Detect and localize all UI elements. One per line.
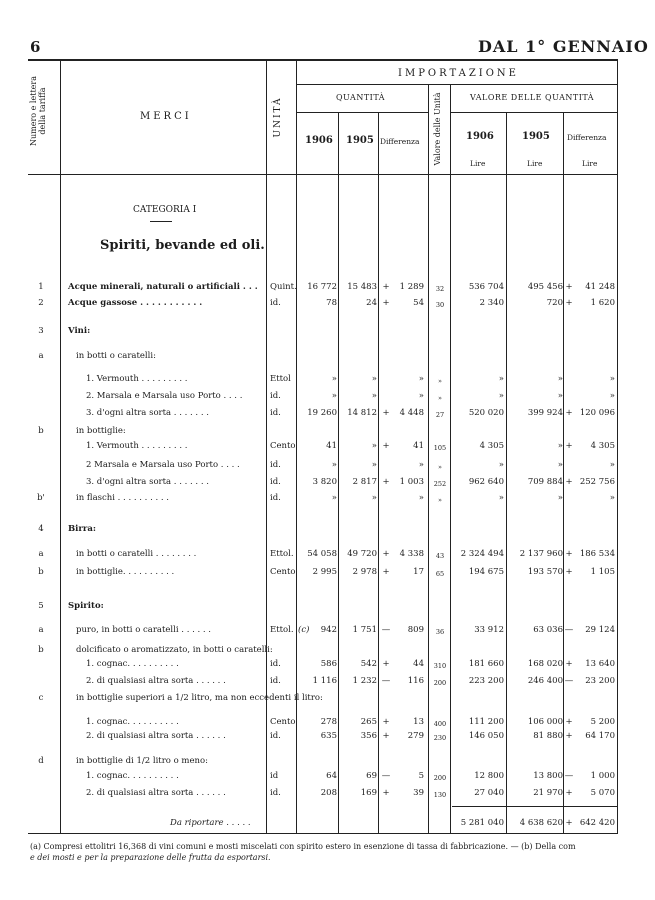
header-valore-unita: Valore delle Unità	[433, 92, 442, 166]
cell-merci: Spirito:	[68, 601, 104, 611]
cell-vsign: —	[564, 771, 574, 781]
cell-v05: »	[557, 391, 563, 401]
header-q-1906: 1906	[305, 135, 333, 146]
table-row	[0, 441, 655, 455]
cell-unit: Cento	[270, 717, 296, 727]
cell-merci: Acque gassose . . . . . . . . . . .	[68, 298, 203, 308]
cell-unit: Cento	[270, 567, 296, 577]
cell-q05: 2 978	[352, 567, 377, 577]
cell-v05: 495 456	[527, 282, 563, 292]
cell-diff: 279	[407, 731, 424, 741]
cell-code: a	[38, 351, 44, 361]
cell-sign: +	[382, 567, 390, 577]
carry-rule	[452, 806, 617, 807]
cell-ut: 32	[435, 285, 445, 293]
cell-vdiff: 41 248	[585, 282, 615, 292]
cell-vdiff: 1 105	[590, 567, 615, 577]
cell-unit: Ettol	[270, 374, 291, 384]
cell-v06: 111 200	[468, 717, 504, 727]
cell-vsign: +	[565, 441, 573, 451]
cell-q06: 3 820	[312, 477, 337, 487]
cell-q05: 49 720	[347, 549, 377, 559]
cell-merci: 2. di qualsiasi altra sorta . . . . . .	[86, 731, 226, 741]
cell-sign: +	[382, 788, 390, 798]
cell-v06: »	[498, 374, 504, 384]
cell-ut: »	[438, 496, 442, 504]
cell-v05: »	[557, 460, 563, 470]
table-row	[0, 659, 655, 673]
cell-vdiff: 252 756	[579, 477, 615, 487]
cell-unit: Quint.	[270, 282, 297, 292]
cell-q05: 69	[366, 771, 377, 781]
cell-v06: »	[498, 493, 504, 503]
cell-vsign: +	[565, 731, 573, 741]
cell-v05: 13 800	[533, 771, 563, 781]
cell-unit: id.	[270, 659, 281, 669]
cell-vsign: +	[565, 549, 573, 559]
cell-sign: +	[382, 659, 390, 669]
cell-merci: 1. Vermouth . . . . . . . . .	[86, 441, 188, 451]
table-row	[0, 524, 655, 538]
cell-ut: 230	[433, 734, 447, 742]
cell-v05: »	[557, 493, 563, 503]
cell-unit: id	[270, 771, 279, 781]
cell-q06: 54 058	[307, 549, 337, 559]
cell-code: 5	[38, 601, 44, 611]
cell-q05: 2 817	[352, 477, 377, 487]
cell-diff: 5	[418, 771, 424, 781]
table-row	[0, 493, 655, 507]
cell-ut: 65	[435, 570, 445, 578]
cell-q06: 1 116	[312, 676, 337, 686]
cell-unit: id.	[270, 676, 281, 686]
cell-merci: Birra:	[68, 524, 97, 534]
cell-code: 2	[38, 298, 44, 308]
top-rule	[28, 59, 618, 61]
cell-q06: 208	[320, 788, 337, 798]
cell-q06: 942	[320, 625, 337, 635]
page-heading: DAL 1° GENNAIO	[478, 37, 649, 56]
cell-q06: »	[331, 460, 337, 470]
cell-v05: »	[557, 441, 563, 451]
cell-q05: 24	[366, 298, 377, 308]
cell-merci: dolcificato o aromatizzato, in botti o caratelli:	[76, 645, 273, 655]
cell-code: a	[38, 549, 44, 559]
cell-sign: —	[381, 676, 391, 686]
cell-v06: 962 640	[468, 477, 504, 487]
cell-q05: 265	[360, 717, 377, 727]
cell-vsign: +	[565, 408, 573, 418]
cell-sign: +	[382, 282, 390, 292]
cell-v05: 168 020	[527, 659, 563, 669]
cell-diff: 809	[407, 625, 424, 635]
header-v-differenza: Differenza	[567, 133, 607, 142]
table-row	[0, 756, 655, 770]
cell-diff: 13	[413, 717, 424, 727]
cell-ut: 200	[433, 679, 447, 687]
cell-vsign: +	[565, 282, 573, 292]
header-quantita: QUANTITÀ	[336, 93, 386, 102]
cell-v06: 2 340	[479, 298, 504, 308]
cell-q06: »	[331, 374, 337, 384]
cell-vdiff: »	[609, 374, 615, 384]
header-q-differenza: Differenza	[380, 137, 420, 146]
header-v-1905: 1905	[522, 131, 550, 142]
table-row	[0, 645, 655, 659]
cell-merci: 3. d'ogni altra sorta . . . . . . .	[86, 408, 209, 418]
cell-q06: 2 995	[312, 567, 337, 577]
category-rule	[150, 221, 172, 222]
cell-unit: id.	[270, 477, 281, 487]
header-lire-1905: Lire	[527, 159, 543, 168]
cell-diff: 1 003	[399, 477, 424, 487]
cell-vdiff: »	[609, 460, 615, 470]
cell-q06: 635	[320, 731, 337, 741]
cell-vdiff: 1 620	[590, 298, 615, 308]
cell-vsign: +	[565, 477, 573, 487]
cell-v05: 399 924	[527, 408, 563, 418]
cell-sign: +	[382, 441, 390, 451]
cell-q05: 15 483	[347, 282, 377, 292]
table-row	[0, 408, 655, 422]
cell-diff: »	[418, 460, 424, 470]
cell-unit: id.	[270, 408, 281, 418]
cell-vdiff: 5 200	[590, 717, 615, 727]
cell-unit: id.	[270, 731, 281, 741]
cell-q05: »	[371, 493, 377, 503]
cell-code: a	[38, 625, 44, 635]
table-row	[0, 351, 655, 365]
cell-merci: 3. d'ogni altra sorta . . . . . . .	[86, 477, 209, 487]
cell-ut: 36	[435, 628, 445, 636]
cell-vdiff: 29 124	[585, 625, 615, 635]
cell-sign: +	[382, 717, 390, 727]
cell-merci: 2. di qualsiasi altra sorta . . . . . .	[86, 676, 226, 686]
header-valore-quantita: VALORE DELLE QUANTITÀ	[470, 93, 595, 102]
cell-v06: 146 050	[468, 731, 504, 741]
cell-v05: 63 036	[533, 625, 563, 635]
table-row	[0, 676, 655, 690]
cell-unit: Ettol.	[270, 625, 294, 635]
table-row	[0, 717, 655, 731]
cell-v05: »	[557, 374, 563, 384]
cell-vsign: +	[565, 717, 573, 727]
cell-vdiff: 120 096	[579, 408, 615, 418]
cell-unit: id.	[270, 298, 281, 308]
cell-q06: 16 772	[307, 282, 337, 292]
cell-q05: 169	[360, 788, 377, 798]
table-row	[0, 549, 655, 563]
frame-line	[296, 84, 617, 85]
table-row	[0, 788, 655, 802]
cell-ut: 200	[433, 774, 447, 782]
cell-v05: 106 000	[527, 717, 563, 727]
cell-vdiff: »	[609, 391, 615, 401]
cell-diff: 4 448	[399, 408, 424, 418]
table-row	[0, 477, 655, 491]
frame-line	[296, 112, 428, 113]
cell-merci: 2 Marsala e Marsala uso Porto . . . .	[86, 460, 240, 470]
cell-v05: 2 137 960	[519, 549, 563, 559]
cell-diff: 44	[413, 659, 424, 669]
cell-ut: »	[438, 377, 442, 385]
cell-diff: »	[418, 493, 424, 503]
carry-vsign: +	[565, 818, 573, 828]
cell-vdiff: 13 640	[585, 659, 615, 669]
page-number: 6	[30, 38, 41, 56]
table-row	[0, 282, 655, 296]
cell-ut: »	[438, 394, 442, 402]
cell-q06: »	[331, 391, 337, 401]
cell-v06: 223 200	[468, 676, 504, 686]
cell-sign: —	[381, 771, 391, 781]
header-unita: UNITÀ	[273, 96, 283, 138]
cell-sign: +	[382, 549, 390, 559]
category-title: Spiriti, bevande ed oli.	[100, 238, 265, 253]
cell-merci: 1. Vermouth . . . . . . . . .	[86, 374, 188, 384]
table-row	[0, 567, 655, 581]
table-row	[0, 731, 655, 745]
cell-diff: 116	[407, 676, 424, 686]
cell-merci: puro, in botti o caratelli . . . . . .	[76, 625, 212, 635]
cell-ut: 400	[433, 720, 447, 728]
cell-vdiff: 4 305	[590, 441, 615, 451]
cell-merci: 2. Marsala e Marsala uso Porto . . . .	[86, 391, 243, 401]
cell-diff: »	[418, 391, 424, 401]
cell-v06: 33 912	[474, 625, 504, 635]
cell-v06: 520 020	[468, 408, 504, 418]
cell-q05: 14 812	[347, 408, 377, 418]
cell-diff: »	[418, 374, 424, 384]
cell-vdiff: 23 200	[585, 676, 615, 686]
cell-q06: 64	[326, 771, 337, 781]
cell-vdiff: »	[609, 493, 615, 503]
cell-q05: 1 232	[352, 676, 377, 686]
frame-line	[28, 174, 618, 175]
cell-merci: in bottiglie:	[76, 426, 126, 436]
cell-merci: in botti o caratelli . . . . . . . .	[76, 549, 197, 559]
cell-sign: +	[382, 298, 390, 308]
cell-unit: id.	[270, 391, 281, 401]
cell-v05: 21 970	[533, 788, 563, 798]
cell-q05: »	[371, 391, 377, 401]
carry-vdiff: 642 420	[579, 818, 615, 828]
cell-code: c	[38, 693, 44, 703]
cell-vdiff: 186 534	[579, 549, 615, 559]
cell-merci: in bottiglie di 1/2 litro o meno:	[76, 756, 208, 766]
cell-vdiff: 5 070	[590, 788, 615, 798]
cell-v05: 81 880	[533, 731, 563, 741]
cell-q06: 41	[326, 441, 337, 451]
cell-q05: »	[371, 460, 377, 470]
table-row	[0, 298, 655, 312]
cell-q06: 586	[320, 659, 337, 669]
header-q-1905: 1905	[346, 135, 374, 146]
cell-merci: 1. cognac. . . . . . . . . .	[86, 771, 179, 781]
cell-vdiff: 1 000	[590, 771, 615, 781]
header-lire-diff: Lire	[582, 159, 598, 168]
cell-q06: 78	[326, 298, 337, 308]
cell-q05: 356	[360, 731, 377, 741]
cell-v06: »	[498, 460, 504, 470]
cell-sign: +	[382, 477, 390, 487]
cell-vsign: —	[564, 676, 574, 686]
cell-ut: 30	[435, 301, 445, 309]
table-row	[0, 426, 655, 440]
cell-diff: 1 289	[399, 282, 424, 292]
cell-vsign: —	[564, 625, 574, 635]
header-v-1906: 1906	[466, 131, 494, 142]
cell-ut: 252	[433, 480, 447, 488]
cell-v06: »	[498, 391, 504, 401]
cell-code: b	[38, 567, 44, 577]
cell-code: b	[38, 645, 44, 655]
cell-code: d	[38, 756, 44, 766]
cell-q05: 1 751	[352, 625, 377, 635]
cell-vsign: +	[565, 567, 573, 577]
cell-diff: 17	[413, 567, 424, 577]
cell-q06: 19 260	[307, 408, 337, 418]
cell-q05: »	[371, 441, 377, 451]
header-merci: MERCI	[140, 111, 192, 122]
frame-line	[450, 112, 617, 113]
cell-merci: Vini:	[68, 326, 91, 336]
cell-v06: 2 324 494	[460, 549, 504, 559]
cell-q05: 542	[360, 659, 377, 669]
cell-v06: 536 704	[468, 282, 504, 292]
cell-vdiff: 64 170	[585, 731, 615, 741]
cell-v06: 12 800	[474, 771, 504, 781]
cell-vsign: +	[565, 298, 573, 308]
cell-diff: 39	[413, 788, 424, 798]
cell-v05: 709 884	[527, 477, 563, 487]
cell-merci: 2. di qualsiasi altra sorta . . . . . .	[86, 788, 226, 798]
cell-code: b'	[37, 493, 45, 503]
footnote-line-1: (a) Compresi ettolitri 16,368 di vini comuni e mosti miscelati con spirito estero in esenzione di tassa di fabbricazione. — (b) Della com	[30, 842, 576, 851]
cell-unit: Cento	[270, 441, 296, 451]
cell-code: 4	[38, 524, 44, 534]
header-importazione: IMPORTAZIONE	[398, 68, 519, 79]
table-row	[0, 391, 655, 405]
cell-sign: +	[382, 731, 390, 741]
cell-ut: 130	[433, 791, 447, 799]
table-row	[0, 693, 655, 707]
cell-merci: in flaschi . . . . . . . . . .	[76, 493, 169, 503]
cell-ut: »	[438, 463, 442, 471]
cell-v06: 194 675	[468, 567, 504, 577]
cell-merci: in botti o caratelli:	[76, 351, 156, 361]
cell-merci: in bottiglie. . . . . . . . . .	[76, 567, 175, 577]
cell-vsign: +	[565, 659, 573, 669]
cell-q06: 278	[320, 717, 337, 727]
cell-merci: 1. cognac. . . . . . . . . .	[86, 717, 179, 727]
cell-sign: +	[382, 408, 390, 418]
cell-vsign: +	[565, 788, 573, 798]
carry-v05: 4 638 620	[519, 818, 563, 828]
cell-code: 1	[38, 282, 44, 292]
cell-flag: (c)	[298, 625, 310, 635]
table-row	[0, 326, 655, 340]
table-row	[0, 460, 655, 474]
table-row	[0, 771, 655, 785]
header-tariff-number: Numero e lettera della tariffa	[29, 76, 47, 146]
cell-q05: »	[371, 374, 377, 384]
carry-label: Da riportare . . . . .	[170, 818, 251, 828]
table-row	[0, 374, 655, 388]
cell-v06: 181 660	[468, 659, 504, 669]
cell-v05: 246 400	[527, 676, 563, 686]
cell-v05: 193 570	[527, 567, 563, 577]
cell-unit: id.	[270, 788, 281, 798]
cell-merci: Acque minerali, naturali o artificiali . . .	[68, 282, 258, 292]
cell-merci: 1. cognac. . . . . . . . . .	[86, 659, 179, 669]
cell-ut: 27	[435, 411, 445, 419]
cell-ut: 105	[433, 444, 447, 452]
carry-v06: 5 281 040	[460, 818, 504, 828]
header-lire-1906: Lire	[470, 159, 486, 168]
table-row	[0, 625, 655, 639]
cell-code: b	[38, 426, 44, 436]
cell-sign: —	[381, 625, 391, 635]
cell-v06: 4 305	[479, 441, 504, 451]
cell-code: 3	[38, 326, 44, 336]
cell-v06: 27 040	[474, 788, 504, 798]
table-row	[0, 601, 655, 615]
cell-ut: 310	[433, 662, 447, 670]
cell-unit: Ettol.	[270, 549, 294, 559]
cell-unit: id.	[270, 460, 281, 470]
footnote-line-2: e dei mosti e per la preparazione delle frutta da esportarsi.	[30, 853, 271, 862]
cell-ut: 43	[435, 552, 445, 560]
cell-merci: in bottiglie superiori a 1/2 litro, ma non eccedenti il litro:	[76, 693, 323, 703]
cell-diff: 41	[413, 441, 424, 451]
cell-diff: 54	[413, 298, 424, 308]
cell-diff: 4 338	[399, 549, 424, 559]
cell-v05: 720	[546, 298, 563, 308]
frame-line	[28, 833, 618, 834]
cell-q06: »	[331, 493, 337, 503]
category-label: CATEGORIA I	[133, 205, 197, 215]
cell-unit: id.	[270, 493, 281, 503]
